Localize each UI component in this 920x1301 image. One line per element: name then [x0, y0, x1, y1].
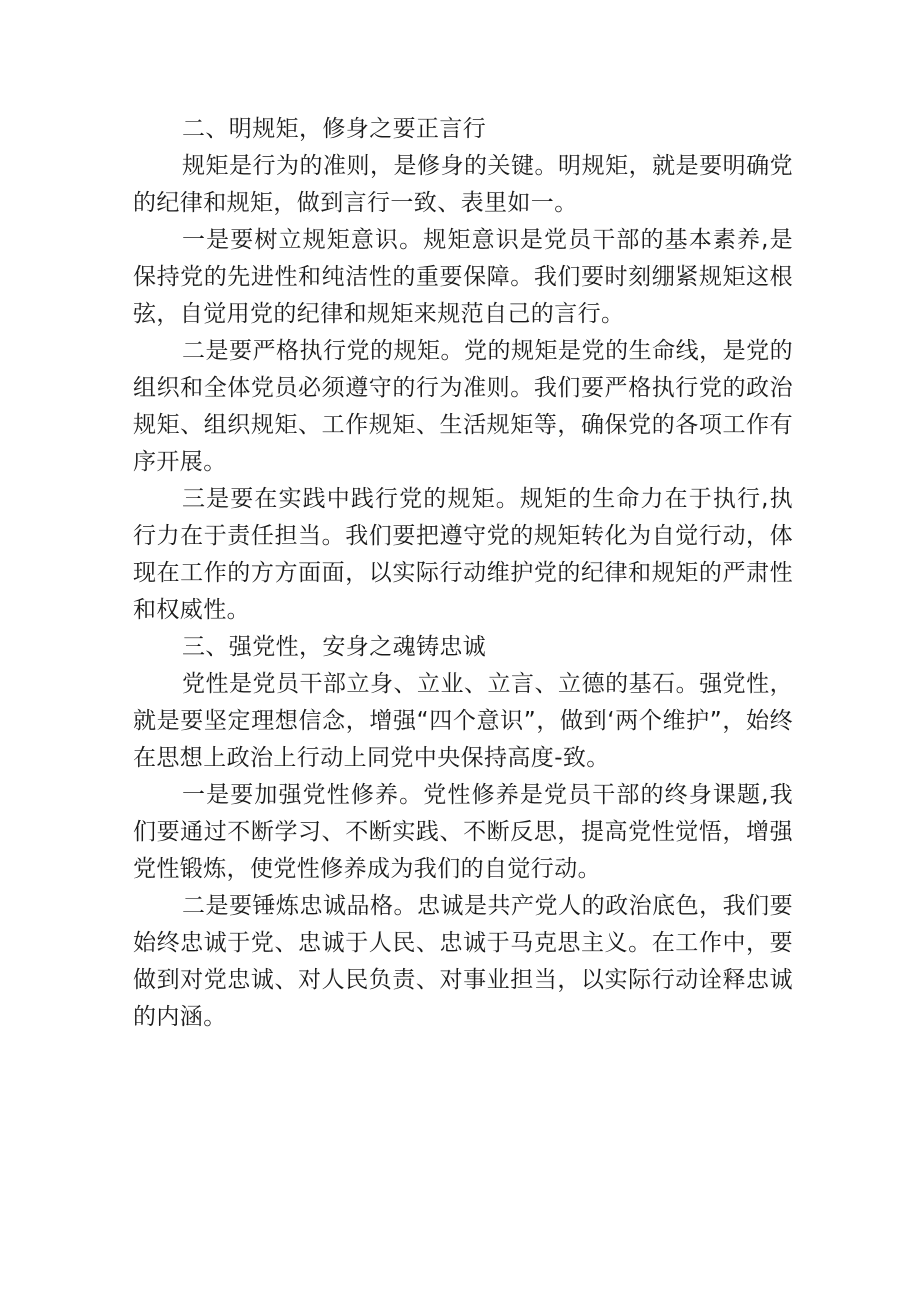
paragraph: 党性是党员干部立身、立业、立言、立德的基石。强党性，就是要坚定理想信念，增强“四个意识”，做到‘两个维护”，始终在思想上政治上行动上同党中央保持高度-致。 — [133, 671, 793, 771]
paragraph: 二是要锤炼忠诚品格。忠诚是共产党人的政治底色，我们要始终忠诚于党、忠诚于人民、忠诚于马克思主义。在工作中，要做到对党忠诚、对人民负责、对事业担当，以实际行动诠释忠诚的内涵。 — [133, 893, 793, 1030]
paragraph: 一是要树立规矩意识。规矩意识是党员干部的基本素养,是保持党的先进性和纯洁性的重要保障。我们要时刻绷紧规矩这根弦，自觉用党的纪律和规矩来规范自己的言行。 — [133, 227, 793, 327]
paragraph: 一是要加强党性修养。党性修养是党员干部的终身课题,我们要通过不断学习、不断实践、不断反思，提高党性觉悟，增强党性锻炼，使党性修养成为我们的自觉行动。 — [133, 782, 793, 882]
section-heading-3: 三、强党性，安身之魂铸忠诚 — [182, 634, 487, 660]
document-body — [133, 111, 793, 1036]
section-heading-2: 二、明规矩，修身之要正言行 — [182, 116, 487, 142]
paragraph: 二是要严格执行党的规矩。党的规矩是党的生命线，是党的组织和全体党员必须遵守的行为准则。我们要严格执行党的政治规矩、组织规矩、工作规矩、生活规矩等，确保党的各项工作有序开展。 — [133, 338, 793, 475]
paragraph: 规矩是行为的准则，是修身的关键。明规矩，就是要明确党的纪律和规矩，做到言行一致、表里如一。 — [133, 153, 793, 216]
paragraph: 三是要在实践中践行党的规矩。规矩的生命力在于执行,执行力在于责任担当。我们要把遵守党的规矩转化为自觉行动，体现在工作的方方面面，以实际行动维护党的纪律和规矩的严肃性和权威性。 — [133, 486, 793, 623]
